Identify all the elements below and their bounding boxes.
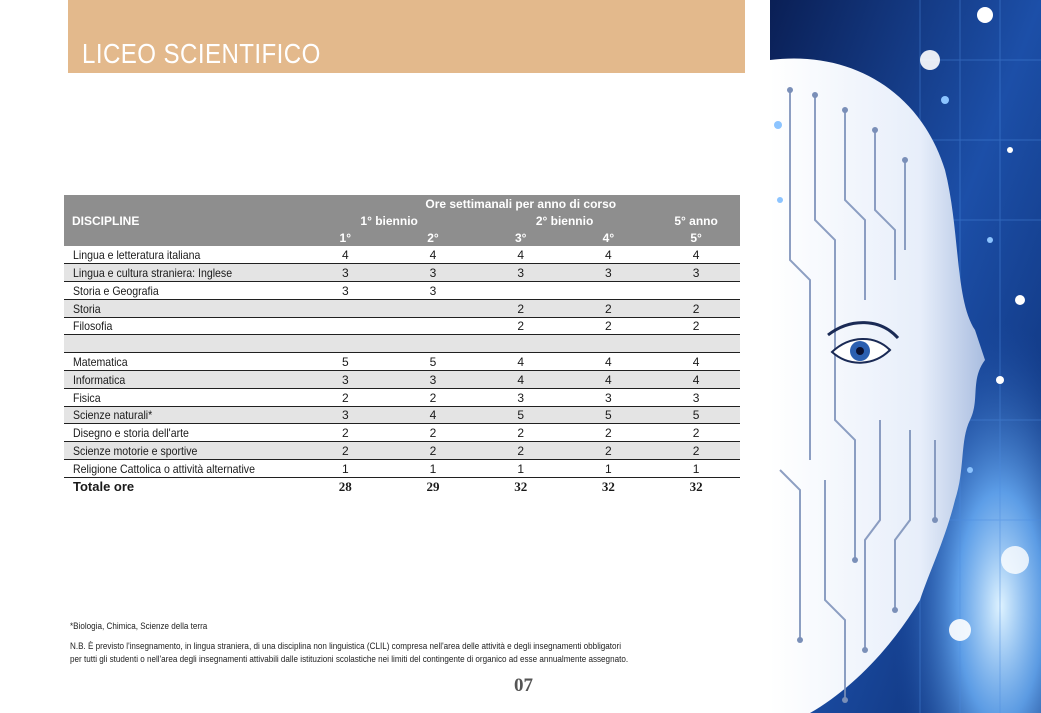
hours-year-2: 4	[389, 246, 477, 264]
discipline-label: Fisica	[73, 390, 101, 405]
total-hours-year-5: 32	[689, 479, 703, 495]
footnote-nb-line2: per tutti gli studenti o nell'area degli insegnamenti attivabili dalle istituzioni scolastiche nei limiti del contingente di organico ad esse annualmente assegnato.	[70, 654, 629, 664]
discipline-label: Filosofia	[73, 319, 113, 334]
table-row-lingua-e-cultura-straniera-inglese	[64, 264, 740, 282]
table-row-storia	[64, 299, 740, 317]
discipline-label: Informatica	[73, 372, 126, 387]
discipline-name	[64, 335, 301, 353]
discipline-label: Scienze motorie e sportive	[73, 444, 198, 459]
hours-year-4: 2	[565, 299, 653, 317]
table-row-lingua-e-letteratura-italiana	[64, 246, 740, 264]
hours-year-2	[389, 299, 477, 317]
table-row-fisica	[64, 388, 740, 406]
hours-year-4: 4	[565, 353, 653, 371]
hours-year-4: 2	[565, 442, 653, 460]
discipline-name	[64, 353, 301, 371]
discipline-name	[64, 424, 301, 442]
hours-year-4	[565, 335, 653, 353]
discipline-label: Storia	[73, 301, 101, 316]
hours-year-1: 2	[301, 388, 389, 406]
discipline-label: Lingua e letteratura italiana	[73, 248, 201, 263]
discipline-name	[64, 442, 301, 460]
discipline-label: Lingua e cultura straniera: Inglese	[73, 266, 233, 281]
hours-year-5: 2	[652, 424, 740, 442]
hours-year-4: 3	[565, 264, 653, 282]
hours-year-3: 5	[477, 406, 565, 424]
header-year-3: 3°	[514, 231, 527, 245]
hours-year-2: 1	[389, 460, 477, 478]
hours-year-3: 2	[477, 442, 565, 460]
hours-year-3: 1	[477, 460, 565, 478]
hours-year-5: 4	[652, 371, 740, 389]
hours-year-1: 3	[301, 282, 389, 300]
hours-year-5: 1	[652, 460, 740, 478]
hours-year-2: 2	[389, 388, 477, 406]
total-hours-year-4: 32	[601, 479, 615, 495]
hours-year-1: 4	[301, 246, 389, 264]
hours-year-5	[652, 335, 740, 353]
hours-year-1: 5	[301, 353, 389, 371]
page-number: 07	[514, 675, 533, 696]
discipline-name	[64, 388, 301, 406]
footnote-nb-line1: N.B. È previsto l'insegnamento, in lingua straniera, di una disciplina non linguistica (CLIL) compresa nell'area delle attività e degli insegnamenti obbligatori	[70, 641, 622, 651]
hours-year-4: 2	[565, 317, 653, 335]
hours-year-1: 2	[301, 424, 389, 442]
hours-year-2: 2	[389, 424, 477, 442]
hours-year-4	[565, 282, 653, 300]
hours-year-5: 4	[652, 353, 740, 371]
table-row-disegno-e-storia-dell-arte	[64, 424, 740, 442]
page-title: LICEO SCIENTIFICO	[82, 38, 321, 69]
hours-year-5: 2	[652, 442, 740, 460]
hours-year-2	[389, 317, 477, 335]
hours-year-2: 3	[389, 282, 477, 300]
total-row	[64, 477, 740, 495]
hours-year-2: 4	[389, 406, 477, 424]
discipline-name	[64, 246, 301, 264]
hours-year-2	[389, 335, 477, 353]
discipline-label: Scienze naturali*	[73, 408, 153, 423]
hours-year-5: 2	[652, 299, 740, 317]
hours-year-1: 1	[301, 460, 389, 478]
hours-year-3: 2	[477, 299, 565, 317]
discipline-label: Religione Cattolica o attività alternative	[73, 461, 255, 476]
table-row-scienze-naturali	[64, 406, 740, 424]
header-year-5: 5°	[690, 231, 702, 245]
hours-year-4: 5	[565, 406, 653, 424]
hours-year-1	[301, 317, 389, 335]
table-row-filosofia	[64, 317, 740, 335]
hours-year-2: 3	[389, 264, 477, 282]
hours-year-3: 2	[477, 424, 565, 442]
table-row-scienze-motorie-e-sportive	[64, 442, 740, 460]
total-label: Totale ore	[73, 479, 135, 495]
hours-year-1	[301, 335, 389, 353]
table-row-storia-e-geografia	[64, 282, 740, 300]
hours-year-5	[652, 282, 740, 300]
header-period-1: 1° biennio	[360, 214, 418, 228]
hours-year-4: 2	[565, 424, 653, 442]
face-circuit-image	[770, 0, 1041, 713]
hours-year-5: 2	[652, 317, 740, 335]
hours-year-2: 3	[389, 371, 477, 389]
hours-year-5: 3	[652, 264, 740, 282]
total-hours-year-1: 28	[338, 479, 352, 495]
hours-year-1: 2	[301, 442, 389, 460]
footnote-asterisk: *Biologia, Chimica, Scienze della terra	[70, 621, 208, 631]
hours-year-2: 2	[389, 442, 477, 460]
title-band	[68, 0, 745, 73]
hours-year-5: 4	[652, 246, 740, 264]
hours-year-3	[477, 335, 565, 353]
curriculum-table	[64, 195, 740, 495]
hours-year-1	[301, 299, 389, 317]
table-row-informatica	[64, 371, 740, 389]
total-hours-year-3: 32	[514, 479, 528, 495]
discipline-name	[64, 299, 301, 317]
hours-year-3: 4	[477, 246, 565, 264]
table-row-religione-cattolica-o-attivita-alternative	[64, 460, 740, 478]
header-year-4: 4°	[602, 231, 615, 245]
discipline-label: Storia e Geografia	[73, 283, 159, 298]
discipline-label: Disegno e storia dell'arte	[73, 426, 189, 441]
hours-year-3: 4	[477, 371, 565, 389]
header-group-title: Ore settimanali per anno di corso	[425, 197, 617, 211]
hours-year-5: 3	[652, 388, 740, 406]
header-year-2: 2°	[427, 231, 439, 245]
hours-year-5: 5	[652, 406, 740, 424]
hours-year-3: 4	[477, 353, 565, 371]
hours-year-1: 3	[301, 406, 389, 424]
hours-year-1: 3	[301, 264, 389, 282]
hours-year-1: 3	[301, 371, 389, 389]
hours-year-4: 3	[565, 388, 653, 406]
table-row-blank	[64, 335, 740, 353]
header-disciplines: DISCIPLINE	[72, 213, 140, 228]
hours-year-3: 3	[477, 388, 565, 406]
hours-year-3	[477, 282, 565, 300]
discipline-name	[64, 371, 301, 389]
table-row-matematica	[64, 353, 740, 371]
header-year-1: 1°	[339, 231, 352, 245]
hours-year-4: 4	[565, 246, 653, 264]
discipline-name	[64, 317, 301, 335]
hours-year-4: 4	[565, 371, 653, 389]
discipline-label: Matematica	[73, 355, 128, 370]
hours-year-2: 5	[389, 353, 477, 371]
hours-year-3: 2	[477, 317, 565, 335]
header-period-2: 2° biennio	[535, 214, 594, 228]
discipline-name	[64, 460, 301, 478]
header-period-3: 5° anno	[674, 214, 718, 228]
hours-year-4: 1	[565, 460, 653, 478]
discipline-name	[64, 264, 301, 282]
discipline-name	[64, 406, 301, 424]
hours-year-3: 3	[477, 264, 565, 282]
total-hours-year-2: 29	[426, 479, 440, 495]
discipline-name	[64, 282, 301, 300]
